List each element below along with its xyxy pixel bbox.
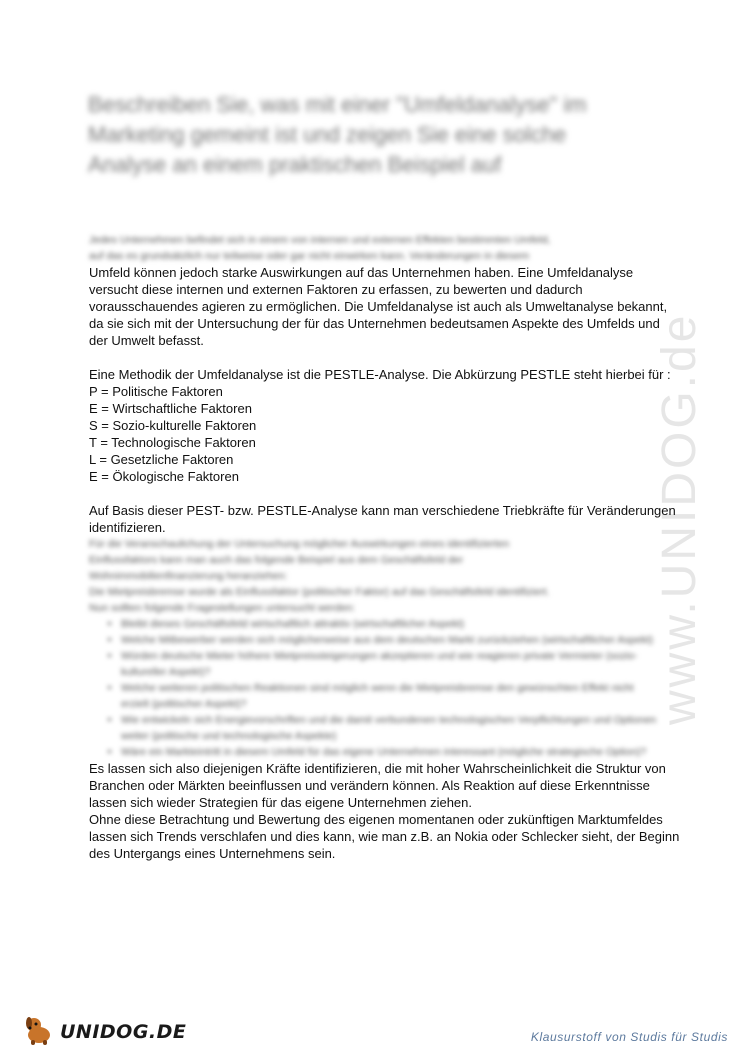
dog-logo-icon <box>22 1014 56 1051</box>
text-line: Eine Methodik der Umfeldanalyse ist die PESTLE-Analyse. Die Abkürzung PESTLE steht hierbei für : <box>89 367 671 382</box>
text-line: der Umwelt befasst. <box>89 333 204 348</box>
text-line: lassen sich Trends verschlafen und dies kann, wie man z.B. an Nokia oder Schlecker sieht, der Beginn <box>89 829 680 844</box>
pestle-paragraph <box>89 366 671 485</box>
text-line: da sie sich mit der Untersuchung der für das Unternehmen bedeutsamen Aspekte des Umfelds und <box>89 316 660 331</box>
text-line: Umfeld können jedoch starke Auswirkungen auf das Unternehmen haben. Eine Umfeldanalyse <box>89 265 634 280</box>
text-line: Es lassen sich also diejenigen Kräfte identifizieren, die mit hoher Wahrscheinlichkeit die Struktur von <box>89 761 666 776</box>
text-line: versucht diese internen und externen Faktoren zu erfassen, zu bewerten und dadurch <box>89 282 583 297</box>
text-line: Auf Basis dieser PEST- bzw. PESTLE-Analyse kann man verschiedene Triebkräfte für Veränderungen <box>89 503 676 518</box>
conclusion-paragraph <box>89 760 680 862</box>
list-item: • Würden deutsche Mieter höhere Mietpreissteigerungen akzeptieren und wie reagieren private Vermieter (sozio-kultureller Aspekt)? <box>121 648 664 680</box>
document-title: Beschreiben Sie, was mit einer "Umfeldanalyse" im Marketing gemeint ist und zeigen Sie eine solche Analyse an einem praktischen Beispiel auf <box>88 92 587 177</box>
text-line: lassen sich wieder Strategien für das eigene Unternehmen ziehen. <box>89 795 473 810</box>
intro-paragraph <box>89 232 668 349</box>
pestle-item: P = Politische Faktoren <box>89 384 223 399</box>
text-line: des Untergangs eines Unternehmens sein. <box>89 846 336 861</box>
footer-slogan: Klausurstoff von Studis für Studis <box>530 1030 728 1044</box>
text-line: Ohne diese Betrachtung und Bewertung des eigenen momentanen oder zukünftigen Marktumfeldes <box>89 812 663 827</box>
pestle-item: E = Wirtschaftliche Faktoren <box>89 401 252 416</box>
list-item: • Welche weiteren politischen Reaktionen sind möglich wenn die Mietpreisbremse den gewünschten Effekt nicht erzielt (politischer Aspekt)? <box>121 680 664 712</box>
pest-paragraph <box>89 502 676 536</box>
example-paragraph-blurred <box>89 536 664 760</box>
pestle-item: L = Gesetzliche Faktoren <box>89 452 234 467</box>
text-line: identifizieren. <box>89 520 166 535</box>
blurred-line: Jedes Unternehmen befindet sich in einem von internen und externen Effekten bestimmten Umfeld, <box>89 234 551 246</box>
text-line: Branchen oder Märkten beeinflussen und verändern können. Als Reaktion auf diese Erkenntnisse <box>89 778 650 793</box>
text-line: vorausschauendes agieren zu ermöglichen. Die Umfeldanalyse ist auch als Umweltanalyse bekannt, <box>89 299 668 314</box>
list-item: • Welche Mitbewerber werden sich möglicherweise aus dem deutschen Markt zurückziehen (wirtschaftlicher Aspekt) <box>121 632 664 648</box>
blurred-line: auf das es grundsätzlich nur teilweise oder gar nicht einwirken kann. Veränderungen in diesem <box>89 250 530 262</box>
blurred-line: Nun sollten folgende Fragestellungen untersucht werden: <box>89 602 356 614</box>
blurred-line: Für die Veranschaulichung der Untersuchung möglicher Auswirkungen eines identifizierten <box>89 538 510 550</box>
bullet-list <box>89 616 664 760</box>
pestle-item: T = Technologische Faktoren <box>89 435 256 450</box>
blurred-line: Einflussfaktors kann man auch das folgende Beispiel aus dem Geschäftsfeld der <box>89 554 464 566</box>
blurred-line: Wohnimmobilienfinanzierung heranziehen: <box>89 570 288 582</box>
list-item: • Wäre ein Markteintritt in diesem Umfeld für das eigene Unternehmen interessant (mögliche strategische Option)? <box>121 744 664 760</box>
pestle-item: S = Sozio-kulturelle Faktoren <box>89 418 257 433</box>
pestle-item: E = Ökologische Faktoren <box>89 469 239 484</box>
blurred-line: Die Mietpreisbremse wurde als Einflussfaktor (politischer Faktor) auf das Geschäftsfeld identifiziert. <box>89 586 550 598</box>
list-item: • Wie entwickeln sich Energievorschriften und die damit verbundenen technologischen Verpflichtungen und Optionen weiter (politische und technologische Aspekte) <box>121 712 664 744</box>
logo-text: UNIDOG.DE <box>60 1021 187 1043</box>
list-item: • Bleibt dieses Geschäftsfeld wirtschaftlich attraktiv (wirtschaftlicher Aspekt) <box>121 616 664 632</box>
watermark: www.UNIDOG.de <box>653 312 706 725</box>
footer-logo <box>22 1012 186 1052</box>
